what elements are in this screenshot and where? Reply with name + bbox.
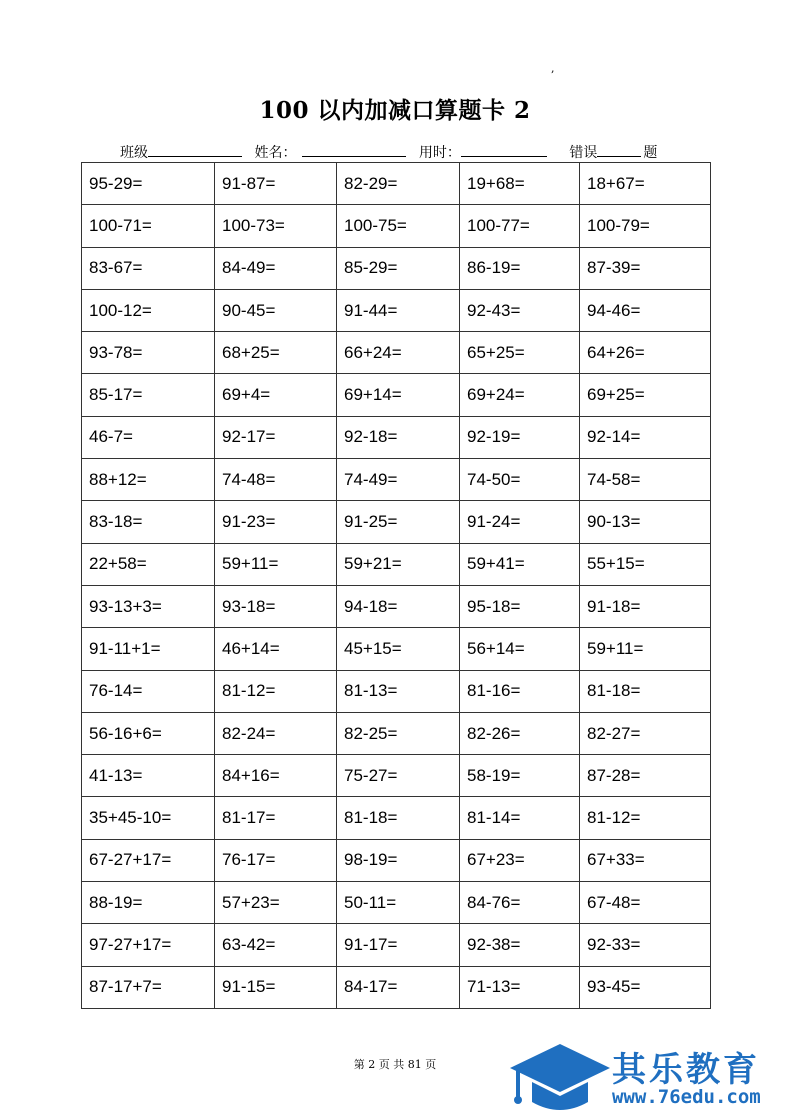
problem-cell: 92-14= <box>580 416 711 458</box>
problem-row <box>82 247 711 289</box>
brand-logo <box>508 1038 788 1116</box>
problem-cell: 91-87= <box>215 163 337 205</box>
problem-cell: 82-24= <box>215 712 337 754</box>
problem-cell: 59+21= <box>337 543 460 585</box>
problem-cell: 69+25= <box>580 374 711 416</box>
problem-cell: 95-18= <box>460 585 580 627</box>
problem-cell: 68+25= <box>215 332 337 374</box>
problem-cell: 91-11+1= <box>82 628 215 670</box>
problem-cell: 100-79= <box>580 205 711 247</box>
problem-cell: 100-71= <box>82 205 215 247</box>
problem-cell: 88-19= <box>82 882 215 924</box>
problem-cell: 18+67= <box>580 163 711 205</box>
problem-row <box>82 839 711 881</box>
problem-cell: 82-25= <box>337 712 460 754</box>
name-blank <box>302 142 406 157</box>
student-info-row <box>120 142 657 163</box>
problem-cell: 87-17+7= <box>82 966 215 1008</box>
problem-cell: 84-76= <box>460 882 580 924</box>
problem-row <box>82 543 711 585</box>
problem-cell: 67-48= <box>580 882 711 924</box>
problem-cell: 87-28= <box>580 755 711 797</box>
problem-row <box>82 501 711 543</box>
problem-row <box>82 924 711 966</box>
problem-cell: 63-42= <box>215 924 337 966</box>
problem-cell: 91-15= <box>215 966 337 1008</box>
problem-cell: 57+23= <box>215 882 337 924</box>
problem-cell: 56-16+6= <box>82 712 215 754</box>
class-label: 班级 <box>120 145 148 161</box>
problem-cell: 88+12= <box>82 459 215 501</box>
problem-cell: 81-17= <box>215 797 337 839</box>
problem-cell: 92-18= <box>337 416 460 458</box>
problem-cell: 100-73= <box>215 205 337 247</box>
problem-row <box>82 332 711 374</box>
problem-cell: 92-19= <box>460 416 580 458</box>
problem-cell: 93-78= <box>82 332 215 374</box>
problem-row <box>82 670 711 712</box>
problem-cell: 93-18= <box>215 585 337 627</box>
problem-cell: 65+25= <box>460 332 580 374</box>
problem-cell: 100-77= <box>460 205 580 247</box>
problem-row <box>82 797 711 839</box>
problem-cell: 41-13= <box>82 755 215 797</box>
time-blank <box>461 142 547 157</box>
problem-cell: 56+14= <box>460 628 580 670</box>
problem-cell: 59+41= <box>460 543 580 585</box>
problem-cell: 94-46= <box>580 289 711 331</box>
name-label: 姓名： <box>254 145 297 161</box>
problem-cell: 81-13= <box>337 670 460 712</box>
problem-cell: 76-17= <box>215 839 337 881</box>
error-blank <box>597 142 641 157</box>
problem-cell: 92-17= <box>215 416 337 458</box>
problem-cell: 19+68= <box>460 163 580 205</box>
problem-cell: 84-17= <box>337 966 460 1008</box>
problem-cell: 74-48= <box>215 459 337 501</box>
problem-cell: 55+15= <box>580 543 711 585</box>
problem-cell: 81-14= <box>460 797 580 839</box>
time-label: 用时： <box>418 145 461 161</box>
problem-cell: 84-49= <box>215 247 337 289</box>
error-unit: 题 <box>643 145 658 161</box>
problem-row <box>82 585 711 627</box>
problem-cell: 81-16= <box>460 670 580 712</box>
problem-row <box>82 459 711 501</box>
problem-cell: 82-29= <box>337 163 460 205</box>
problem-cell: 46+14= <box>215 628 337 670</box>
problem-cell: 93-13+3= <box>82 585 215 627</box>
problem-cell: 90-45= <box>215 289 337 331</box>
problem-cell: 74-58= <box>580 459 711 501</box>
problem-cell: 67-27+17= <box>82 839 215 881</box>
problem-cell: 83-67= <box>82 247 215 289</box>
problem-cell: 97-27+17= <box>82 924 215 966</box>
problem-cell: 81-18= <box>337 797 460 839</box>
stray-mark: , <box>551 62 555 75</box>
problem-cell: 91-25= <box>337 501 460 543</box>
problem-cell: 82-27= <box>580 712 711 754</box>
problem-cell: 69+24= <box>460 374 580 416</box>
page-title: 100 以内加减口算题卡 2 <box>259 97 531 124</box>
problem-cell: 85-29= <box>337 247 460 289</box>
problem-cell: 82-26= <box>460 712 580 754</box>
problem-cell: 100-75= <box>337 205 460 247</box>
problem-cell: 35+45-10= <box>82 797 215 839</box>
problem-row <box>82 374 711 416</box>
problem-cell: 59+11= <box>215 543 337 585</box>
problem-cell: 87-39= <box>580 247 711 289</box>
problem-cell: 94-18= <box>337 585 460 627</box>
problem-cell: 59+11= <box>580 628 711 670</box>
problem-cell: 74-49= <box>337 459 460 501</box>
problem-cell: 100-12= <box>82 289 215 331</box>
problem-cell: 92-43= <box>460 289 580 331</box>
page-footer: 第 2 页 共 81 页 <box>353 1058 437 1071</box>
problem-cell: 92-38= <box>460 924 580 966</box>
problem-cell: 67+23= <box>460 839 580 881</box>
graduation-cap-icon <box>508 1038 612 1116</box>
class-blank <box>148 142 242 157</box>
brand-name: 其乐教育 <box>612 1050 760 1090</box>
problem-row <box>82 416 711 458</box>
problem-cell: 58-19= <box>460 755 580 797</box>
problem-row <box>82 966 711 1008</box>
problem-cell: 86-19= <box>460 247 580 289</box>
problem-cell: 91-23= <box>215 501 337 543</box>
problem-cell: 91-44= <box>337 289 460 331</box>
problem-table <box>81 162 711 1009</box>
problem-cell: 46-7= <box>82 416 215 458</box>
problem-row <box>82 289 711 331</box>
problem-cell: 81-12= <box>580 797 711 839</box>
problem-row <box>82 163 711 205</box>
problem-cell: 92-33= <box>580 924 711 966</box>
problem-row <box>82 712 711 754</box>
problem-cell: 81-12= <box>215 670 337 712</box>
problem-cell: 69+4= <box>215 374 337 416</box>
problem-cell: 75-27= <box>337 755 460 797</box>
problem-cell: 91-24= <box>460 501 580 543</box>
problem-cell: 64+26= <box>580 332 711 374</box>
problem-cell: 45+15= <box>337 628 460 670</box>
problem-cell: 90-13= <box>580 501 711 543</box>
problem-row <box>82 755 711 797</box>
problem-cell: 98-19= <box>337 839 460 881</box>
problem-cell: 84+16= <box>215 755 337 797</box>
brand-site: www.76edu.com <box>612 1086 761 1108</box>
problem-row <box>82 882 711 924</box>
problem-cell: 91-18= <box>580 585 711 627</box>
problem-row <box>82 628 711 670</box>
error-label: 错误 <box>569 145 598 161</box>
problem-cell: 83-18= <box>82 501 215 543</box>
problem-cell: 95-29= <box>82 163 215 205</box>
problem-cell: 67+33= <box>580 839 711 881</box>
problem-cell: 50-11= <box>337 882 460 924</box>
problem-cell: 22+58= <box>82 543 215 585</box>
problem-cell: 91-17= <box>337 924 460 966</box>
problem-cell: 66+24= <box>337 332 460 374</box>
problem-cell: 71-13= <box>460 966 580 1008</box>
problem-cell: 85-17= <box>82 374 215 416</box>
problem-cell: 76-14= <box>82 670 215 712</box>
problem-row <box>82 205 711 247</box>
problem-cell: 69+14= <box>337 374 460 416</box>
problem-cell: 81-18= <box>580 670 711 712</box>
problem-cell: 93-45= <box>580 966 711 1008</box>
problem-cell: 74-50= <box>460 459 580 501</box>
